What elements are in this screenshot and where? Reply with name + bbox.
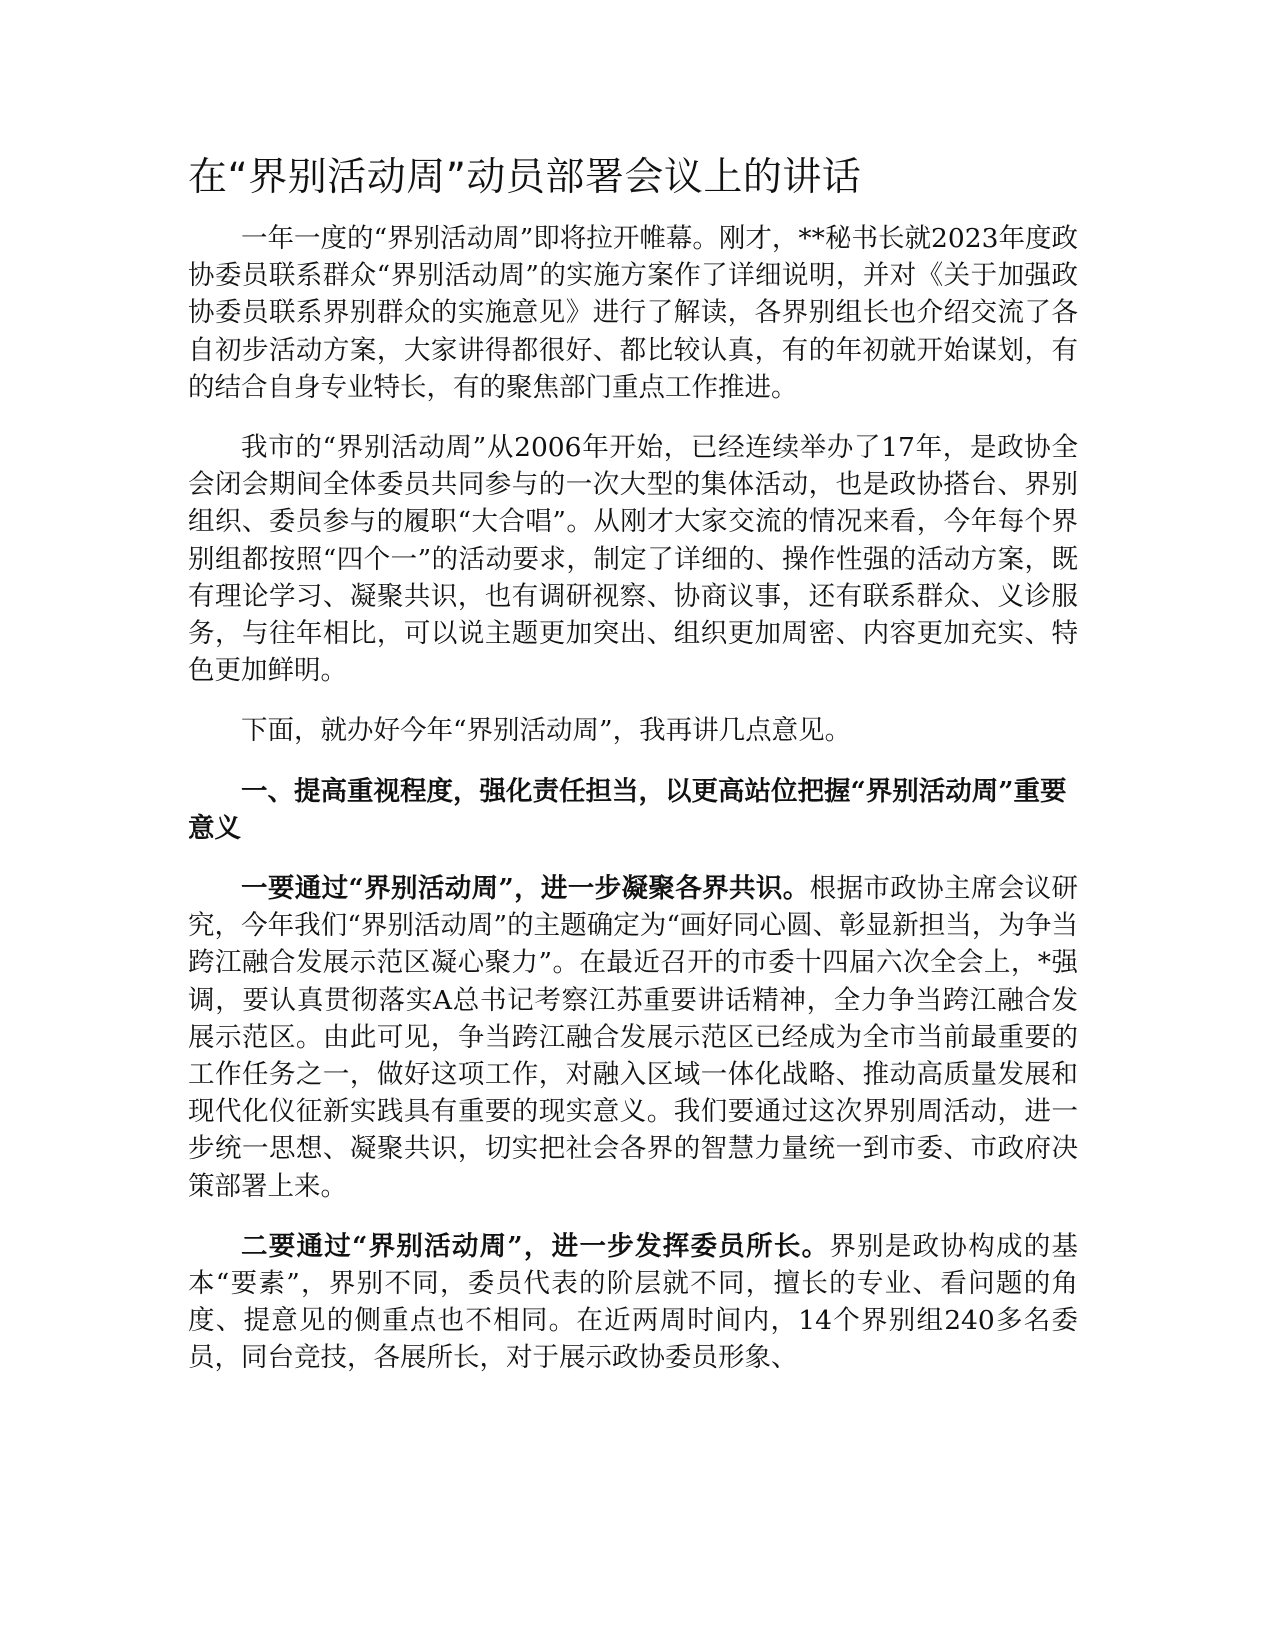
document-title: 在“界别活动周”动员部署会议上的讲话 [188, 155, 862, 200]
paragraph-point-2 [188, 1228, 1078, 1377]
paragraph-transition: 下面，就办好今年“界别活动周”，我再讲几点意见。 [241, 715, 852, 747]
point-2-body: 界别是政协构成的基本“要素”，界别不同，委员代表的阶层就不同，擅长的专业、看问题的角度、提意见的侧重点也不相同。在近两周时间内，14个界别组240多名委员，同台竞技，各展所长，对于展示政协委员形象、 [188, 1230, 1078, 1374]
point-2-lead: 二要通过“界别活动周”，进一步发挥委员所长。 [241, 1230, 830, 1262]
point-1-lead: 一要通过“界别活动周”，进一步凝聚各界共识。 [241, 873, 810, 905]
paragraph-history: 我市的“界别活动周”从2006年开始，已经连续举办了17年，是政协全会闭会期间全体委员共同参与的一次大型的集体活动，也是政协搭台、界别组织、委员参与的履职“大合唱”。从刚才大家交流的情况来看，今年每个界别组都按照“四个一”的活动要求，制定了详细的、操作性强的活动方案，既有理论学习、凝聚共识，也有调研视察、协商议事，还有联系群众、义诊服务，与往年相比，可以说主题更加突出、组织更加周密、内容更加充实、特色更加鲜明。 [188, 432, 1078, 687]
paragraph-opening: 一年一度的“界别活动周”即将拉开帷幕。刚才，**秘书长就2023年度政协委员联系群众“界别活动周”的实施方案作了详细说明，并对《关于加强政协委员联系界别群众的实施意见》进行了解读，各界别组长也介绍交流了各自初步活动方案，大家讲得都很好、都比较认真，有的年初就开始谋划，有的结合自身专业特长，有的聚焦部门重点工作推进。 [188, 223, 1078, 403]
point-1-body: 根据市政协主席会议研究，今年我们“界别活动周”的主题确定为“画好同心圆、彰显新担当，为争当跨江融合发展示范区凝心聚力”。在最近召开的市委十四届六次全会上，*强调，要认真贯彻落实A总书记考察江苏重要讲话精神，全力争当跨江融合发展示范区。由此可见，争当跨江融合发展示范区已经成为全市当前最重要的工作任务之一，做好这项工作，对融入区域一体化战略、推动高质量发展和现代化仪征新实践具有重要的现实意义。我们要通过这次界别周活动，进一步统一思想、凝聚共识，切实把社会各界的智慧力量统一到市委、市政府决策部署上来。 [188, 873, 1078, 1202]
document-page [188, 150, 1078, 1400]
section-heading-1: 一、提高重视程度，强化责任担当，以更高站位把握“界别活动周”重要意义 [188, 775, 1067, 844]
paragraph-point-1 [188, 870, 1078, 1205]
